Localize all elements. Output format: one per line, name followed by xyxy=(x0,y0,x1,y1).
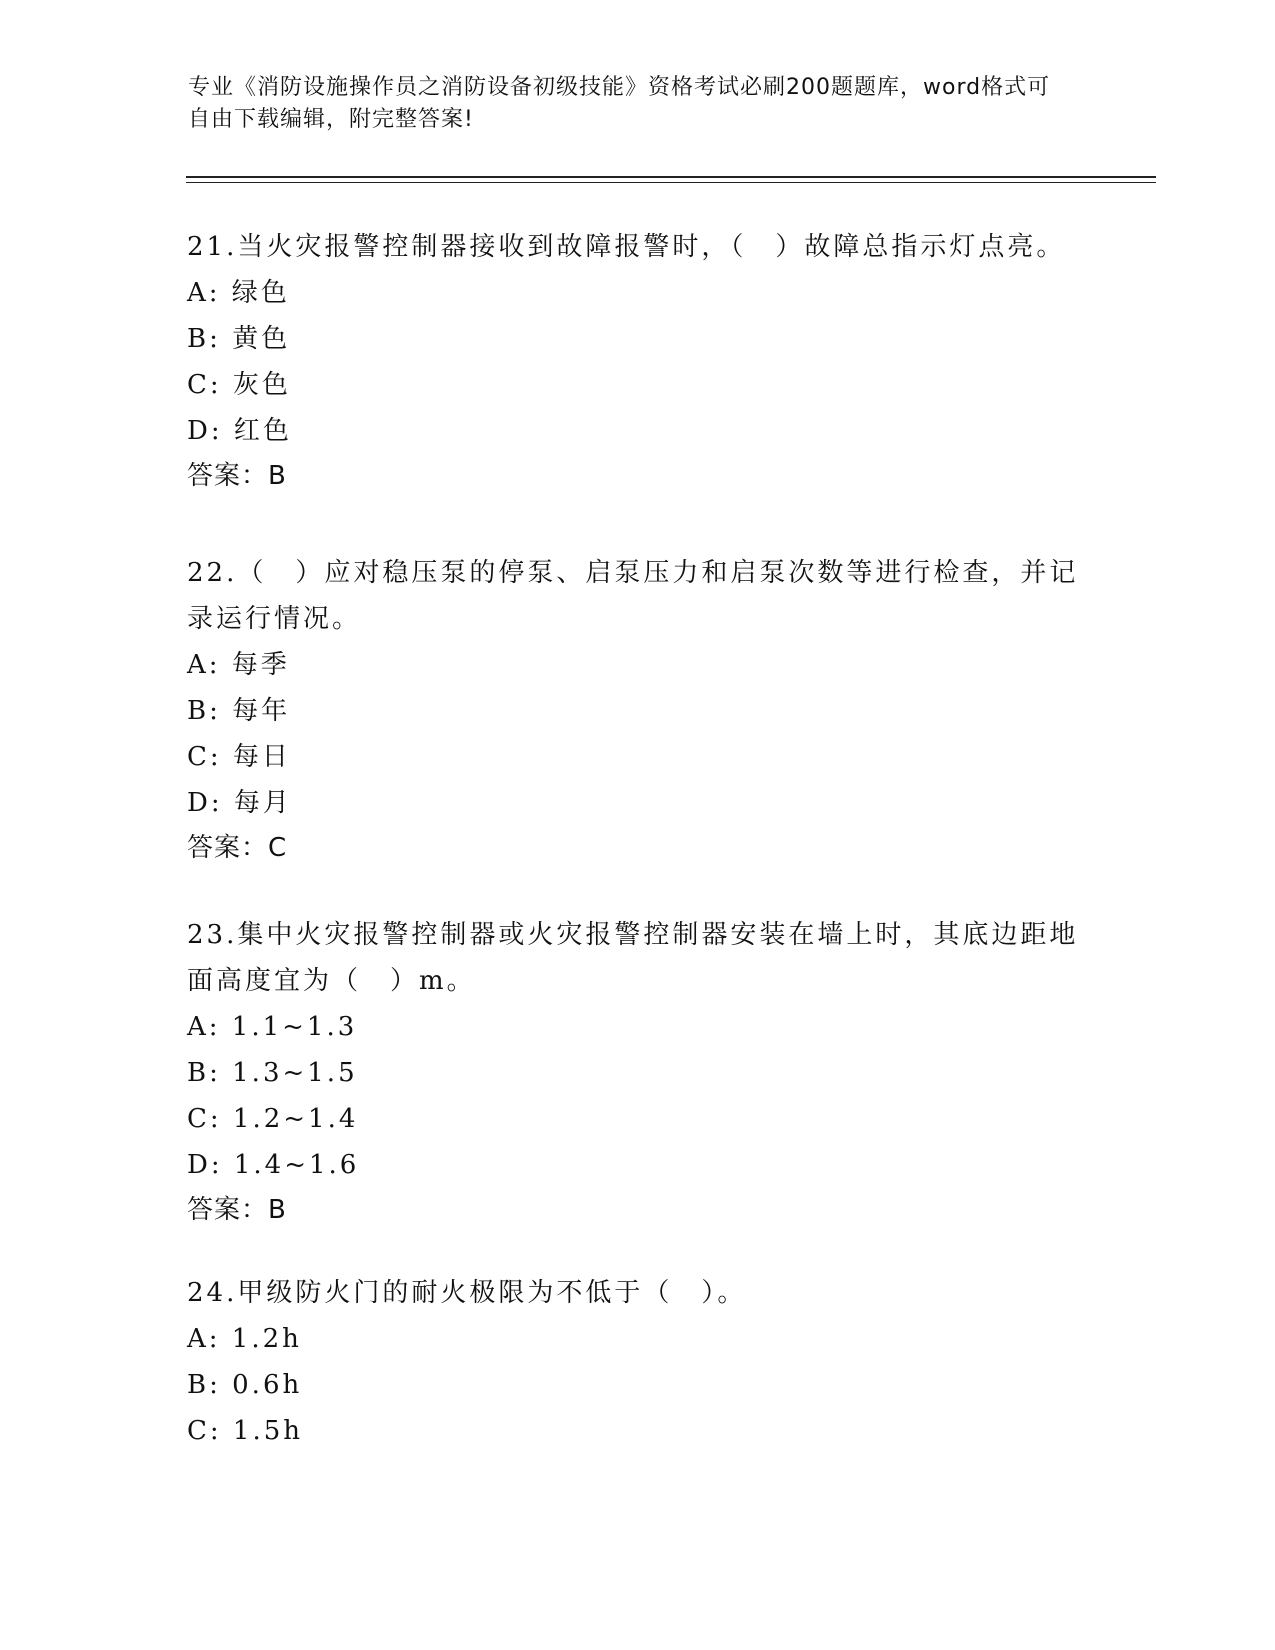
header-divider-thin xyxy=(186,182,1156,183)
answer-line: 答案：B xyxy=(187,1195,287,1225)
option-c: C: 1.5h xyxy=(187,1416,304,1446)
question-stem: 23.集中火灾报警控制器或火灾报警控制器安装在墙上时，其底边距地面高度宜为（ ）m。 xyxy=(187,920,1079,996)
question-stem: 21.当火灾报警控制器接收到故障报警时，（ ）故障总指示灯点亮。 xyxy=(187,232,1066,262)
option-d: D: 红色 xyxy=(187,416,292,446)
option-b: B: 黄色 xyxy=(187,324,291,354)
question-23 xyxy=(187,912,1087,1232)
option-b: B: 0.6h xyxy=(187,1370,303,1400)
option-c: C: 每日 xyxy=(187,742,291,772)
question-22 xyxy=(187,550,1087,870)
document-header: 专业《消防设施操作员之消防设备初级技能》资格考试必刷200题题库，word格式可自由下载编辑，附完整答案! xyxy=(188,75,1051,132)
option-a: A: 每季 xyxy=(187,650,290,680)
option-d: D: 1.4~1.6 xyxy=(187,1150,360,1180)
option-b: B: 1.3~1.5 xyxy=(187,1058,358,1088)
question-21 xyxy=(187,224,1087,498)
option-d: D: 每月 xyxy=(187,788,292,818)
answer-line: 答案：C xyxy=(187,833,288,863)
question-stem: 24.甲级防火门的耐火极限为不低于（ ）。 xyxy=(187,1278,747,1308)
option-b: B: 每年 xyxy=(187,696,291,726)
option-a: A: 1.1~1.3 xyxy=(187,1012,358,1042)
option-a: A: 绿色 xyxy=(187,278,290,308)
question-stem: 22.（ ）应对稳压泵的停泵、启泵压力和启泵次数等进行检查，并记录运行情况。 xyxy=(187,558,1079,634)
answer-line: 答案：B xyxy=(187,461,287,491)
option-c: C: 灰色 xyxy=(187,370,291,400)
question-24 xyxy=(187,1270,1087,1454)
header-divider-thick xyxy=(186,176,1156,178)
option-c: C: 1.2~1.4 xyxy=(187,1104,359,1134)
option-a: A: 1.2h xyxy=(187,1324,302,1354)
